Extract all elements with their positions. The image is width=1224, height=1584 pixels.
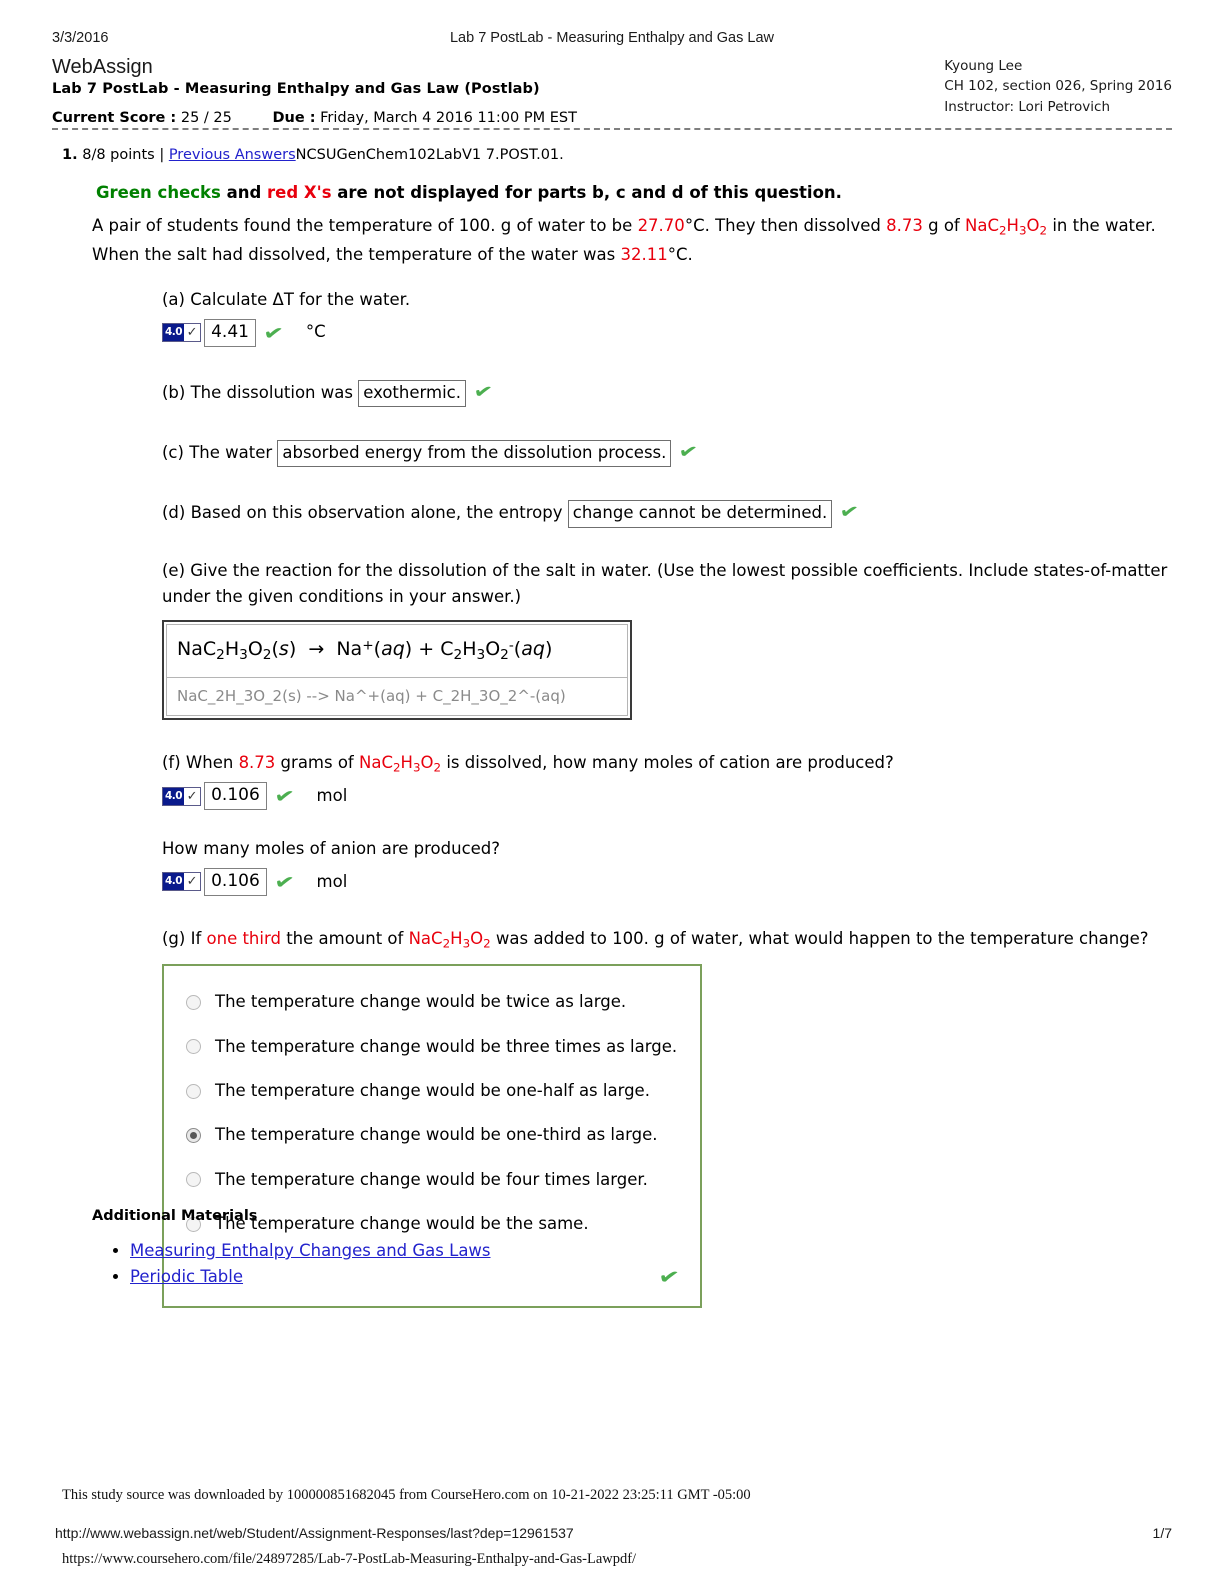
stem-value-final-temp: 32.11 [620,244,668,264]
part-g-label [162,926,1169,953]
webassign-header [52,56,1172,126]
part-g-value-formula: $NaC_2H_3O_2$ [408,928,491,951]
additional-material-link-1[interactable]: Measuring Enthalpy Changes and Gas Laws [130,1241,491,1260]
part-f-cation-points-value: 4.0 [163,788,184,805]
coursehero-download-note: This study source was downloaded by 100000851682045 from CourseHero.com on 10-21-2022 23:25:11 GMT -05:00 [62,1487,751,1503]
part-b-answer-select[interactable]: exothermic. [358,380,466,407]
part-g-text-2: the amount of [280,928,409,948]
part-e-label: (e) Give the reaction for the dissolution of the salt in water. (Use the lowest possible coefficients. Include states-of-matter under the given conditions in your answer.) [162,560,1168,607]
notice-tail-text: are not displayed for parts b, c and d of this question. [331,183,842,202]
part-d [162,497,1169,527]
additional-materials-title: Additional Materials [92,1208,258,1224]
stem-text-4: in the water. When the salt had dissolved, the temperature of the water was [92,216,1156,264]
coursehero-file-url: https://www.coursehero.com/file/24897285/Lab-7-PostLab-Measuring-Enthalpy-and-Gas-Lawpdf/ [62,1551,637,1567]
part-f-anion-points-badge [162,872,201,891]
radio-option-4[interactable] [164,1113,700,1157]
radio-button-icon[interactable] [186,1039,201,1054]
question-separator: | [159,147,165,163]
part-e-equation-rendered: $NaC_2H_3O_2(s) \to Na^+(aq) + C_2H_3O_2^-(aq)$ [166,624,628,678]
current-score-label: Current Score : [52,110,177,126]
radio-button-icon[interactable] [186,1172,201,1187]
part-f-question-2: How many moles of anion are produced? [162,839,501,859]
question-parts [162,287,1169,1308]
part-d-answer-select[interactable]: change cannot be determined. [568,500,832,527]
stem-value-salt-formula: $NaC_2H_3O_2$ [965,216,1048,238]
radio-option-label: The temperature change would be the same. [215,1214,589,1234]
part-a-points-value: 4.0 [163,324,184,341]
part-g-correct-check-icon: ✔ [657,1263,682,1290]
part-e [162,558,1169,721]
display-notice [96,183,1169,202]
part-f-cation-answer-row [162,782,1169,810]
part-g-value-fraction: one third [206,928,281,948]
part-f-cation-badge-check-icon: ✓ [184,788,200,805]
part-a-unit: °C [305,322,326,342]
part-f-anion-correct-check-icon: ✔ [272,868,296,896]
part-f-cation-correct-check-icon: ✔ [272,783,296,810]
part-a-answer-input[interactable]: 4.41 [204,319,256,347]
notice-red-text: red X's [267,183,332,202]
user-info [944,56,1172,117]
radio-button-icon[interactable] [186,1084,201,1099]
instructor-info: Instructor: Lori Petrovich [944,98,1111,115]
footer-source-url: http://www.webassign.net/web/Student/Assignment-Responses/last?dep=12961537 [55,1525,574,1541]
part-a-label: (a) Calculate ΔT for the water. [162,290,411,310]
question-stem [92,212,1169,269]
part-c [162,437,1169,467]
stem-value-initial-temp: 27.70 [637,216,685,235]
additional-materials-list [92,1238,491,1289]
radio-button-selected-icon[interactable] [186,1128,201,1143]
part-f-cation-points-badge [162,787,201,806]
stem-value-mass: 8.73 [886,216,923,235]
part-c-answer-select[interactable]: absorbed energy from the dissolution process. [277,440,671,467]
part-f-text-2: grams of [275,753,359,773]
part-f-anion-points-value: 4.0 [163,873,184,890]
student-name: Kyoung Lee [944,58,1023,74]
previous-answers-link[interactable]: Previous Answers [168,147,296,163]
part-a [162,287,1169,346]
stem-text-5: °C. [667,244,693,264]
part-e-equation-raw-input[interactable]: NaC_2H_3O_2(s) --> Na^+(aq) + C_2H_3O_2^-(aq) [166,678,628,716]
additional-materials [92,1208,491,1289]
notice-green-text: Green checks [96,183,221,202]
part-d-correct-check-icon: ✔ [838,500,861,525]
radio-option-2[interactable] [164,1025,700,1069]
list-item [130,1264,491,1290]
part-f-anion-answer-row [162,868,1169,896]
part-d-prefix: (d) Based on this observation alone, the entropy [162,503,568,523]
assignment-title: Lab 7 PostLab - Measuring Enthalpy and Gas Law (Postlab) [52,81,540,97]
part-g-text-3: was added to 100. g of water, what would happen to the temperature change? [490,928,1149,948]
part-f-anion-unit: mol [316,871,348,891]
part-c-correct-check-icon: ✔ [677,439,700,465]
part-a-answer-row [162,319,1169,347]
part-a-correct-check-icon: ✔ [261,319,286,346]
print-title: Lab 7 PostLab - Measuring Enthalpy and Gas Law [449,30,775,46]
stem-text-3: g of [922,216,965,235]
additional-material-link-2[interactable]: Periodic Table [130,1266,244,1286]
question-header-line [62,147,564,163]
radio-option-label: The temperature change would be one-half as large. [215,1080,650,1100]
part-f-text-3: is dissolved, how many moles of cation are produced? [441,753,894,773]
part-f-cation-answer-input[interactable]: 0.106 [204,782,267,810]
question-code: NCSUGenChem102LabV1 7.POST.01. [295,147,564,163]
stem-text-1: A pair of students found the temperature of 100. g of water to be [92,216,638,235]
due-value: Friday, March 4 2016 11:00 PM EST [320,110,577,126]
part-g-text-1: (g) If [162,928,207,948]
part-f-anion-answer-input[interactable]: 0.106 [204,868,267,896]
part-a-points-badge [162,323,201,342]
part-f-text-1: (f) When [162,753,239,773]
radio-option-5[interactable] [164,1158,700,1202]
radio-option-label: The temperature change would be three times as large. [215,1036,678,1056]
part-f-cation-unit: mol [316,786,348,806]
part-f-value-formula: $NaC_2H_3O_2$ [359,753,442,775]
question-points: 8/8 points [82,147,155,163]
radio-option-label: The temperature change would be four times larger. [215,1169,648,1189]
radio-option-3[interactable] [164,1069,700,1113]
part-e-equation-editor[interactable] [162,620,632,720]
stem-text-2: °C. They then dissolved [684,216,887,235]
part-b-correct-check-icon: ✔ [471,379,494,404]
due-label: Due : [272,110,316,126]
question-content [92,183,1169,1308]
current-score-value: 25 / 25 [180,110,232,126]
part-f-question-1 [162,750,1169,777]
radio-button-icon[interactable] [186,995,201,1010]
part-f [162,750,1169,896]
course-info: CH 102, section 026, Spring 2016 [944,78,1172,95]
list-item [130,1238,491,1264]
radio-option-label: The temperature change would be twice as large. [215,992,627,1012]
print-date: 3/3/2016 [52,30,109,46]
radio-option-1[interactable] [164,980,700,1024]
header-divider [52,128,1172,130]
radio-option-label: The temperature change would be one-third as large. [215,1125,658,1145]
question-number: 1. [62,147,78,163]
print-header [52,30,1172,46]
part-f-value-mass: 8.73 [238,753,276,773]
part-a-badge-check-icon: ✓ [184,324,200,341]
footer-page-number: 1/7 [1152,1525,1172,1541]
part-f-anion-badge-check-icon: ✓ [184,873,200,890]
part-c-prefix: (c) The water [162,442,278,462]
notice-middle-text: and [220,183,268,202]
part-b [162,377,1169,407]
site-title: WebAssign [52,56,153,78]
part-b-prefix: (b) The dissolution was [162,382,359,402]
